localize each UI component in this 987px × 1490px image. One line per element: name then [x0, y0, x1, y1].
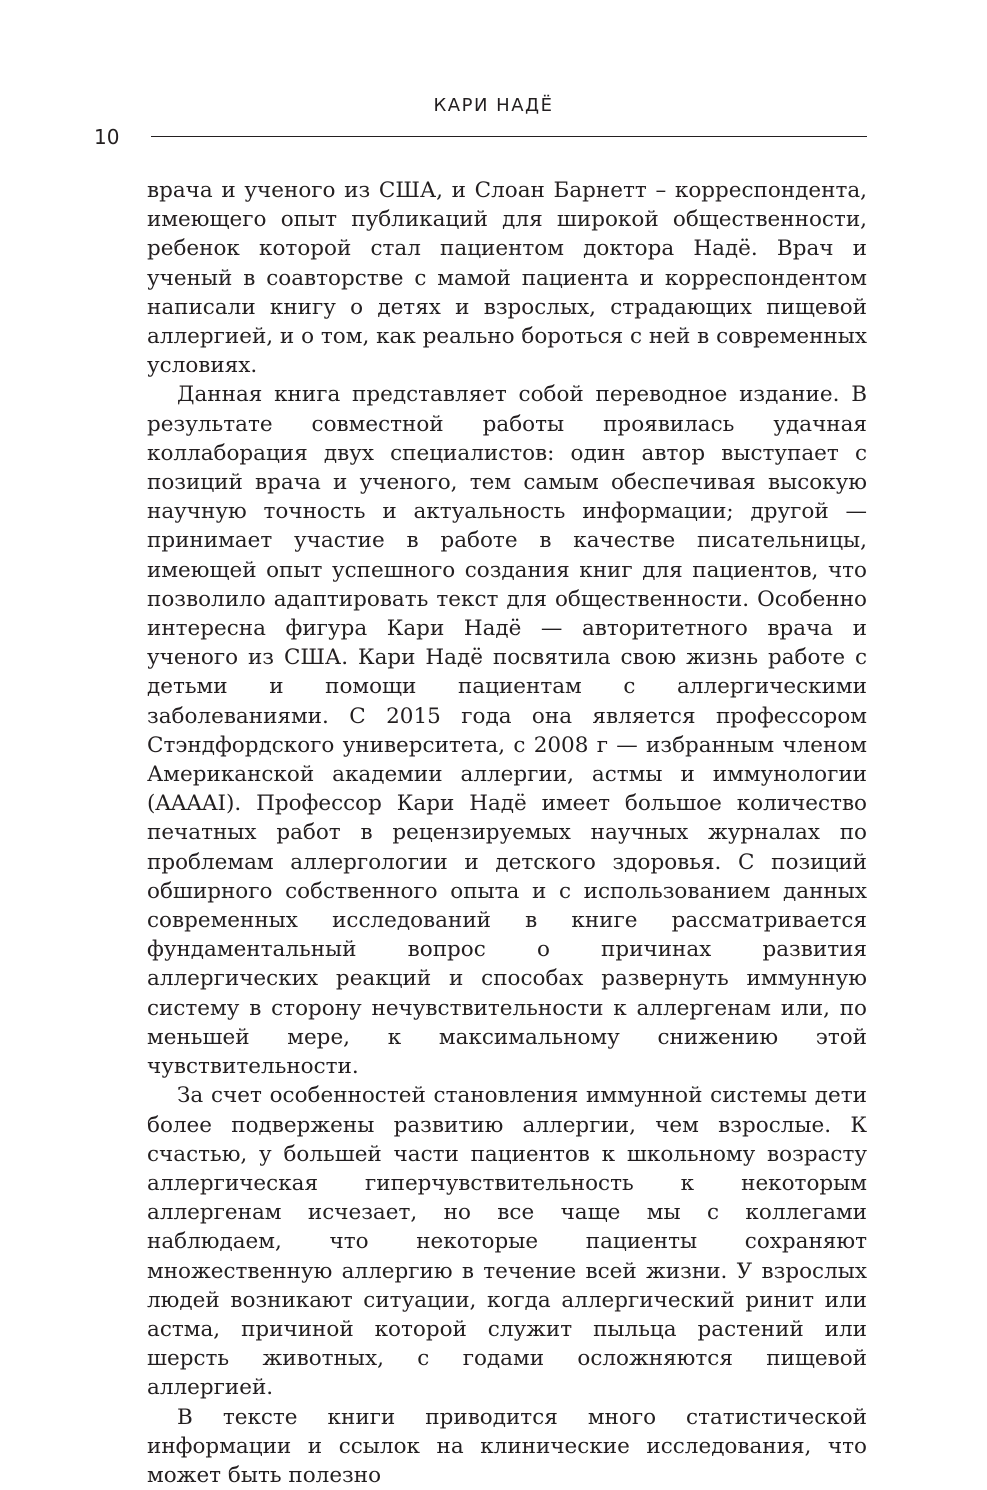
header-rule	[151, 136, 867, 137]
paragraph-1: врача и ученого из США, и Слоан Барнетт – корреспондента, имеющего опыт публикаций для широкой общественности, ребенок которой стал пациентом доктора Надё. Врач и ученый в соавторстве с мамой пациента и корреспондентом написали книгу о детях и взрослых, страдающих пищевой аллергией, и о том, как реально бороться с ней в современных условиях.	[147, 178, 867, 379]
paragraph-4: В тексте книги приводится много статистической информации и ссылок на клинические исследования, что может быть полезно	[147, 1404, 867, 1488]
paragraph-2: Данная книга представляет собой переводное издание. В результате совместной работы проявилась удачная коллаборация двух специалистов: один автор выступает с позиций врача и ученого, тем самым обеспечивая высокую научную точность и актуальность информации; другой — принимает участие в работе в качестве писательницы, имеющей опыт успешного создания книг для пациентов, что позволило адаптировать текст для общественности. Особенно интересна фигура Кари Надё — авторитетного врача и ученого из США. Кари Надё посвятила свою жизнь работе с детьми и помощи пациентам с аллергическими заболеваниями. С 2015 года она является профессором Стэндфордского университета, с 2008 г — избранным членом Американской академии аллергии, астмы и иммунологии (AAAAI). Профессор Кари Надё имеет большое количество печатных работ в рецензируемых научных журналах по проблемам аллергологии и детского здоровья. С позиций обширного собственного опыта и с использованием данных современных исследований в книге рассматривается фундаментальный вопрос о причинах развития аллергических реакций и способах развернуть иммунную систему в сторону нечувствительности к аллергенам или, по меньшей мере, к максимальному снижению этой чувствительности.	[147, 382, 867, 1080]
paragraph-3: За счет особенностей становления иммунной системы дети более подвержены развитию аллергии, чем взрослые. К счастью, у большей части пациентов к школьному возрасту аллергическая гиперчувствительность к некоторым аллергенам исчезает, но все чаще мы с коллегами наблюдаем, что некоторые пациенты сохраняют множественную аллергию в течение всей жизни. У взрослых людей возникают ситуации, когда аллергический ринит или астма, причиной которой служит пыльца растений или шерсть животных, с годами осложняются пищевой аллергией.	[147, 1083, 867, 1401]
page-number: 10	[94, 125, 120, 149]
running-title: КАРИ НАДЁ	[433, 95, 554, 116]
body-text	[147, 176, 867, 1490]
